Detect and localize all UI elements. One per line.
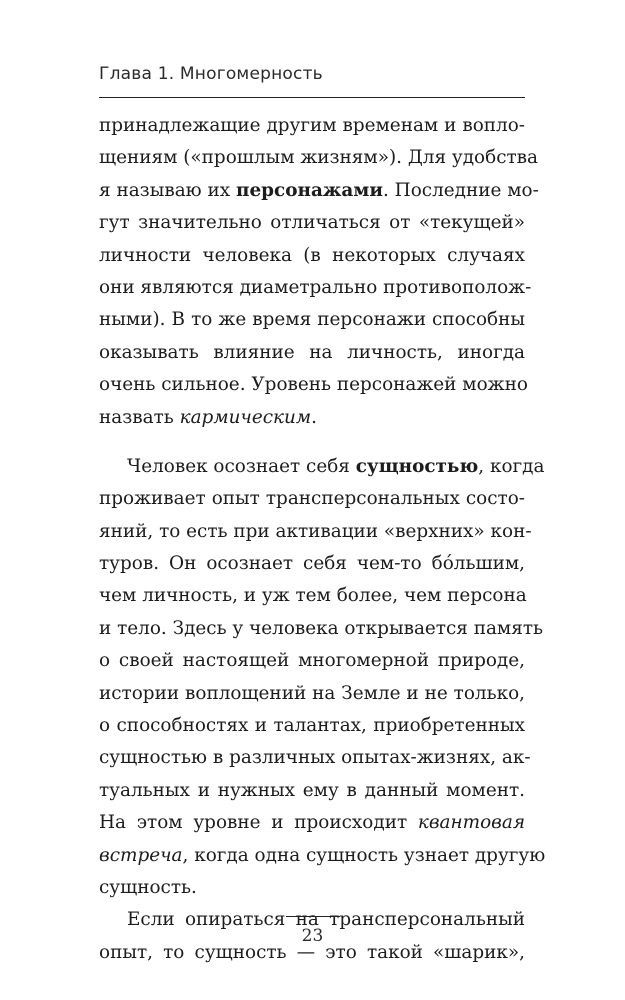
text-line	[99, 402, 525, 434]
paragraph-gap	[99, 434, 525, 451]
text-line: личности человека (в некоторых случаях	[99, 244, 525, 266]
text-line: принадлежащие другим временам и вопло-	[99, 115, 525, 136]
text-line: гут значительно отличаться от «текущей»	[99, 212, 525, 234]
text-run: , когда одна сущность узнает другую	[182, 844, 546, 866]
text-line: туров. Он осознает себя чем-то бо́льшим,	[99, 553, 525, 575]
text-line: и тело. Здесь у человека открывается память	[99, 617, 544, 639]
page-number: 23	[301, 926, 324, 946]
text-line: очень сильное. Уровень персонажей можно	[99, 374, 528, 396]
text-line: ными). В то же время персонажи способны	[99, 309, 525, 331]
text-line: о своей настоящей многомерной природе,	[99, 650, 525, 672]
italic-term: кармическим	[179, 406, 312, 428]
bold-term: сущностью	[355, 455, 479, 477]
footer-rule	[286, 916, 340, 917]
text-line: чем личность, и уж тем более, чем персона	[99, 585, 527, 607]
text-run: .	[311, 406, 317, 428]
text-line: яний, то есть при активации «верхних» кон-	[99, 520, 532, 542]
text-line: проживает опыт трансперсональных состо-	[99, 488, 525, 510]
text-run: На этом уровне и происходит	[99, 812, 418, 834]
paragraph	[99, 110, 539, 434]
running-head: Глава 1. Многомерность	[99, 64, 323, 84]
text-line: туальных и нужных ему в данный момент.	[99, 779, 525, 801]
text-line: оказывать влияние на личность, иногда	[99, 341, 525, 363]
text-line	[99, 451, 545, 483]
text-run: . Последние мо-	[382, 179, 539, 201]
text-line: о способностях и талантах, приобретенных	[99, 715, 525, 737]
text-line	[99, 840, 546, 872]
text-line: они являются диаметрально противополож-	[99, 276, 532, 298]
text-run: назвать	[99, 406, 180, 428]
italic-term: квантовая	[417, 812, 525, 834]
paragraph	[99, 451, 546, 904]
body-text	[99, 110, 546, 969]
text-line: истории воплощений на Земле и не только,	[99, 682, 525, 704]
text-line: сущностью в различных опытах-жизнях, ак-	[99, 747, 531, 769]
text-run: Человек осознает себя	[127, 455, 356, 477]
text-line	[99, 807, 525, 839]
bold-term: персонажами	[236, 179, 383, 201]
text-line	[99, 175, 539, 207]
text-line: опыт, то сущность — это такой «шарик»,	[99, 941, 525, 963]
italic-term: встреча	[99, 844, 183, 866]
text-line: сущность.	[99, 876, 197, 898]
text-line: щениям («прошлым жизням»). Для удобства	[99, 147, 538, 169]
text-run: , когда	[478, 455, 545, 477]
text-line: Если опираться на трансперсональный	[127, 909, 525, 931]
text-run: я называю их	[99, 179, 236, 201]
header-rule	[99, 97, 525, 98]
